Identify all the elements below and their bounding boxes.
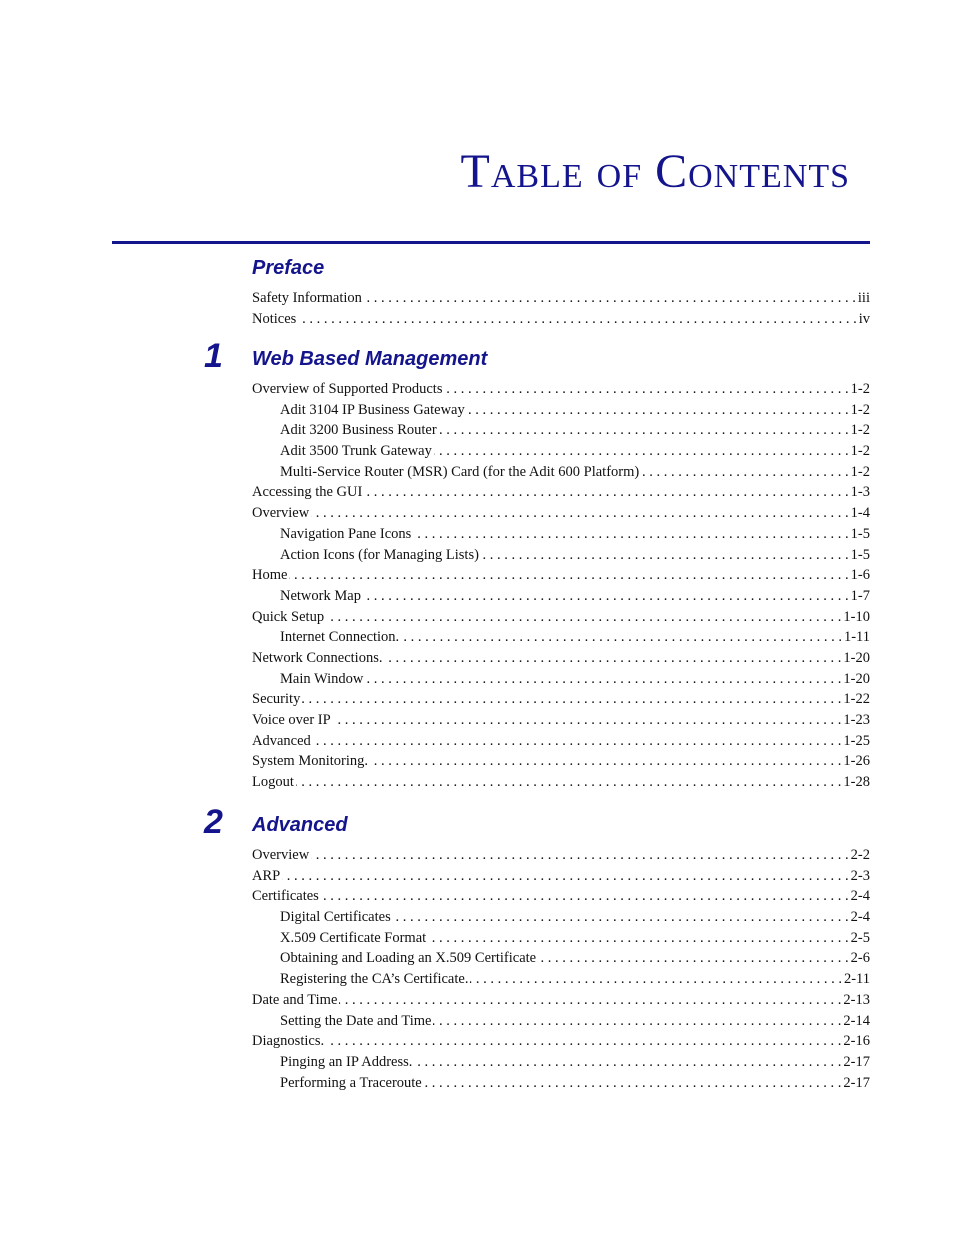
toc-entry-page: 1-11	[843, 629, 870, 646]
toc-entry-title: Overview	[252, 847, 310, 863]
toc-entry[interactable]	[252, 443, 870, 464]
toc-entry-page: 1-2	[850, 463, 870, 480]
toc-entry[interactable]	[252, 971, 870, 992]
toc-entry-page: 1-20	[843, 649, 870, 666]
toc-entry-title: Certificates	[252, 888, 319, 905]
toc-entry-page: 1-7	[850, 587, 870, 604]
toc-entry[interactable]	[252, 311, 870, 332]
dot-leader	[333, 712, 842, 729]
dot-leader	[326, 609, 841, 626]
section-title: Advanced	[252, 814, 348, 836]
toc-entry[interactable]	[252, 992, 870, 1013]
toc-entry-page: 1-23	[843, 712, 870, 728]
toc-entry-title: Obtaining and Loading an X.509 Certificate	[280, 950, 537, 967]
toc-entry[interactable]	[252, 1013, 870, 1034]
toc-entry[interactable]	[252, 774, 870, 795]
toc-entry-title: ARP	[252, 867, 281, 884]
chapter-number: 2	[204, 803, 223, 841]
toc-entry-page: 1-25	[843, 732, 870, 749]
toc-entry[interactable]	[252, 588, 870, 609]
toc-entry-page: 2-4	[850, 909, 870, 926]
toc-entry-page: 1-22	[843, 691, 870, 708]
entry-list	[252, 290, 870, 331]
dot-leader	[434, 443, 849, 460]
toc-entry[interactable]	[252, 484, 870, 505]
toc-entry-title: Adit 3104 IP Business Gateway	[280, 401, 465, 418]
page-title: Table of Contents	[460, 145, 850, 198]
title-rule	[112, 241, 870, 244]
toc-entry-page: 1-6	[850, 567, 870, 584]
toc-entry-page: iv	[858, 310, 870, 327]
toc-entry-page: 2-6	[850, 950, 870, 967]
dot-leader	[326, 1033, 841, 1050]
toc-entry[interactable]	[252, 1054, 870, 1075]
dot-leader	[538, 950, 849, 967]
toc-entry[interactable]	[252, 930, 870, 951]
toc-entry-page: 1-2	[850, 381, 870, 397]
toc-entry-page: 1-2	[850, 401, 870, 418]
toc-entry-title: Pinging an IP Address.	[280, 1053, 413, 1070]
toc-entry-title: Internet Connection.	[280, 629, 400, 646]
toc-entry-page: 2-14	[843, 1012, 870, 1029]
dot-leader	[470, 971, 841, 988]
toc-entry-title: Accessing the GUI	[252, 484, 363, 501]
toc-entry-page: 2-2	[850, 847, 870, 863]
toc-entry[interactable]	[252, 753, 870, 774]
toc-entry[interactable]	[252, 1033, 870, 1054]
toc-entry-title: Network Map	[280, 587, 361, 604]
toc-entry-page: 2-11	[843, 971, 870, 988]
toc-entry-page: 1-3	[850, 484, 870, 501]
toc-entry[interactable]	[252, 712, 870, 733]
toc-entry-title: Advanced	[252, 732, 311, 749]
toc-entry-title: System Monitoring.	[252, 753, 369, 770]
toc-entry[interactable]	[252, 422, 870, 443]
toc-entry-page: 1-28	[843, 774, 870, 791]
section-preface	[252, 258, 870, 331]
toc-entry-page: 2-13	[843, 991, 870, 1008]
toc-entry-title: Action Icons (for Managing Lists)	[280, 546, 479, 563]
toc-entry-title: X.509 Certificate Format	[280, 929, 427, 946]
dot-leader	[467, 402, 849, 419]
toc-entry-page: 2-3	[850, 867, 870, 884]
toc-entry[interactable]	[252, 381, 870, 402]
toc-entry-page: iii	[857, 290, 870, 306]
dot-leader	[311, 505, 848, 522]
toc-entry-page: 2-4	[850, 888, 870, 905]
dot-leader	[428, 930, 848, 947]
toc-entry[interactable]	[252, 950, 870, 971]
dot-leader	[298, 311, 856, 328]
toc-entry-page: 1-26	[843, 753, 870, 770]
dot-leader	[641, 464, 848, 481]
toc-entry-page: 1-4	[850, 505, 870, 522]
toc-entry-title: Notices	[252, 310, 297, 327]
toc-entry-page: 1-10	[843, 608, 870, 625]
toc-entry[interactable]	[252, 650, 870, 671]
toc-entry[interactable]	[252, 464, 870, 485]
toc-entry[interactable]	[252, 629, 870, 650]
toc-entry-title: Registering the CA’s Certificate.	[280, 971, 469, 988]
toc-entry[interactable]	[252, 847, 870, 868]
toc-entry-title: Logout	[252, 774, 294, 791]
toc-entry-title: Multi-Service Router (MSR) Card (for the Adit 600 Platform)	[280, 463, 640, 480]
dot-leader	[363, 588, 849, 605]
dot-leader	[321, 888, 849, 905]
toc-entry[interactable]	[252, 526, 870, 547]
toc-entry-title: Navigation Pane Icons	[280, 525, 412, 542]
dot-leader	[296, 774, 842, 791]
toc-entry[interactable]	[252, 290, 870, 311]
dot-leader	[370, 753, 841, 770]
toc-entry-page: 2-5	[850, 929, 870, 946]
toc-entry-title: Date and Time	[252, 991, 338, 1008]
dot-leader	[424, 1075, 842, 1092]
toc-entry-title: Safety Information	[252, 290, 362, 306]
dot-leader	[302, 691, 841, 708]
toc-entry-title: Home	[252, 567, 288, 584]
section-header	[252, 258, 870, 290]
toc-entry-page: 1-2	[850, 443, 870, 460]
dot-leader	[444, 381, 848, 398]
dot-leader	[413, 526, 848, 543]
toc-entry-title: Digital Certificates	[280, 909, 391, 926]
dot-leader	[311, 847, 848, 864]
dot-leader	[282, 868, 848, 885]
toc-entry[interactable]	[252, 909, 870, 930]
toc-entry-title: Overview of Supported Products	[252, 381, 443, 397]
toc-entry-page: 2-17	[843, 1053, 870, 1070]
toc-entry-title: Adit 3200 Business Router	[280, 422, 437, 439]
section-1-web-based-management	[204, 337, 870, 795]
toc-entry[interactable]	[252, 691, 870, 712]
section-2-advanced	[204, 803, 870, 1095]
toc-entry-page: 1-2	[850, 422, 870, 439]
toc-entry[interactable]	[252, 1075, 870, 1096]
dot-leader	[289, 567, 848, 584]
toc-entry-title: Overview	[252, 505, 310, 522]
toc-entry-page: 2-17	[843, 1074, 870, 1091]
toc-entry-title: Setting the Date and Time	[280, 1012, 432, 1029]
dot-leader	[414, 1054, 841, 1071]
toc-entry[interactable]	[252, 609, 870, 630]
toc-entry[interactable]	[252, 868, 870, 889]
dot-leader	[481, 547, 849, 564]
toc-entry-page: 1-5	[850, 525, 870, 542]
toc-entry-title: Voice over IP	[252, 712, 331, 728]
entry-list	[252, 381, 870, 795]
toc-entry-page: 1-5	[850, 546, 870, 563]
section-header	[204, 337, 870, 381]
toc-entry-title: Quick Setup	[252, 608, 325, 625]
dot-leader	[313, 733, 842, 750]
dot-leader	[364, 484, 848, 501]
toc-entry[interactable]	[252, 671, 870, 692]
toc-entry[interactable]	[252, 402, 870, 423]
toc-entry-title: Main Window	[280, 670, 364, 687]
chapter-number: 1	[204, 337, 223, 375]
dot-leader	[401, 629, 842, 646]
toc-entry-title: Security	[252, 691, 301, 708]
dot-leader	[365, 671, 841, 688]
toc-entry-title: Performing a Traceroute	[280, 1074, 422, 1091]
entry-list	[252, 847, 870, 1095]
toc-entry-title: Adit 3500 Trunk Gateway	[280, 443, 432, 460]
dot-leader	[339, 992, 841, 1009]
dot-leader	[384, 650, 841, 667]
toc-entry-title: Diagnostics.	[252, 1033, 325, 1050]
section-title: Preface	[252, 257, 325, 279]
toc-entry-page: 2-16	[843, 1033, 870, 1050]
toc-entry[interactable]	[252, 733, 870, 754]
dot-leader	[439, 422, 849, 439]
dot-leader	[433, 1013, 841, 1030]
section-title: Web Based Management	[252, 348, 488, 370]
toc-entry[interactable]	[252, 567, 870, 588]
section-header	[204, 803, 870, 847]
toc-entry-title: Network Connections.	[252, 649, 383, 666]
dot-leader	[364, 290, 856, 307]
dot-leader	[393, 909, 849, 926]
toc-entry[interactable]	[252, 888, 870, 909]
toc-entry-page: 1-20	[843, 670, 870, 687]
toc-entry[interactable]	[252, 547, 870, 568]
toc-entry[interactable]	[252, 505, 870, 526]
